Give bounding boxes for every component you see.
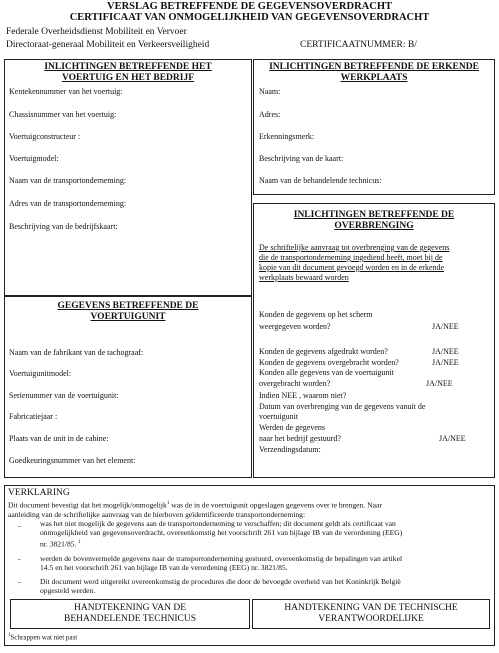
field-company-card: Beschrijving van de bedrijfskaart: (9, 222, 118, 231)
transfer-section (253, 203, 495, 295)
field-card-description: Beschrijving van de kaart: (259, 154, 344, 163)
declaration-item-line: nr. 3821/85. (40, 539, 77, 549)
vehicle-company-heading-line1: INLICHTINGEN BETREFFENDE HET (44, 62, 212, 72)
document-title: VERSLAG BETREFFENDE DE GEGEVENSOVERDRACHT (106, 1, 392, 12)
question-line: Konden de gegevens afgedrukt worden? (259, 347, 388, 356)
answer-yes-no[interactable]: JA/NEE (426, 379, 453, 388)
field-transport-company-name: Naam van de transportonderneming: (9, 176, 127, 185)
field-tachograph-manufacturer: Naam van de fabrikant van de tachograaf: (9, 348, 144, 357)
transfer-note-line: die de transportonderneming ingediend heeft, moet bij de (259, 253, 443, 262)
declaration-item-line: opgesteld werden. (40, 586, 96, 596)
declaration-item-line: onmogelijkheid van gegevensoverdracht, overeenkomstig het voorschrift 261 van bijlage IB van de verordening (EEG) (40, 528, 403, 538)
field-registration-number: Kentekennummer van het voertuig: (9, 87, 123, 96)
vehicle-unit-heading-line1: GEGEVENS BETREFFENDE DE (57, 301, 199, 311)
transfer-questions (253, 295, 495, 478)
field-technician-name: Naam van de behandelende technicus: (259, 176, 382, 185)
vehicle-unit-heading-line2: VOERTUIGUNIT (90, 312, 166, 322)
workshop-heading-line2: WERKPLAATS (340, 73, 408, 83)
field-vehicle-model: Voertuigmodel: (9, 154, 59, 163)
field-transport-company-address: Adres van de transportonderneming: (9, 199, 127, 208)
declaration-item-line: 14.5 en het voorschrift 261 van bijlage IB van de verordening (EEG) nr. 3821/85. (40, 563, 288, 573)
transfer-note-line: kopie van dit document gevoegd worden en in de erkende (259, 263, 445, 272)
question-line: Datum van overbrenging van de gegevens vanuit de (259, 402, 426, 411)
field-vehicle-manufacturer: Voertuigconstructeur : (9, 132, 81, 141)
field-vehicle-unit-serial: Serienummer van de voertuigunit: (9, 391, 119, 400)
question-line: Werden de gegevens (259, 423, 325, 432)
transfer-heading-line1: INLICHTINGEN BETREFFENDE DE (293, 210, 455, 220)
question-line: voertuigunit (259, 412, 299, 421)
vehicle-unit-section (4, 296, 252, 478)
declaration-item (40, 519, 492, 549)
footnote-marker: 1 (166, 501, 170, 506)
workshop-section (253, 59, 495, 195)
organisation-directorate: Directoraat-generaal Mobiliteit en Verkeersveiligheid (6, 40, 210, 50)
transfer-note-line: De schriftelijke aanvraag tot overbrenging van de gegevens (259, 243, 450, 252)
declaration-title: VERKLARING (8, 488, 70, 498)
technician-signature-label: BEHANDELENDE TECHNICUS (63, 614, 197, 624)
technician-signature-box[interactable] (10, 599, 250, 629)
field-manufacture-year: Fabricatiejaar : (9, 412, 58, 421)
question-line: naar het bedrijf gestuurd? (259, 434, 341, 443)
field-chassis-number: Chassisnummer van het voertuig: (9, 110, 117, 119)
declaration-section (4, 485, 495, 646)
declaration-item (40, 554, 492, 573)
responsible-signature-label: VERANTWOORDELIJKE (318, 614, 424, 624)
vehicle-company-heading-line2: VOERTUIG EN HET BEDRIJF (61, 73, 195, 83)
question-line: Konden alle gegevens van de voertuigunit (259, 368, 394, 377)
field-unit-location: Plaats van de unit in de cabine: (9, 434, 109, 443)
bullet-marker: - (18, 521, 21, 530)
bullet-marker: - (18, 554, 21, 563)
declaration-item-line: was het niet mogelijk de gegevens aan de transportonderneming te verschaffen; dit document geldt als certificaat van (40, 519, 396, 528)
declaration-intro (8, 499, 492, 519)
workshop-heading-line1: INLICHTINGEN BETREFFENDE DE ERKENDE (269, 62, 479, 72)
question-line: weergegeven worden? (259, 322, 331, 331)
footnote-marker: 1 (78, 539, 81, 545)
question-line: Konden de gegevens overgebracht worden? (259, 358, 399, 367)
technician-signature-label: HANDTEKENING VAN DE (73, 603, 187, 613)
bullet-marker: - (18, 577, 21, 586)
responsible-signature-label: HANDTEKENING VAN DE TECHNISCHE (284, 603, 458, 613)
field-workshop-address: Adres: (259, 110, 281, 119)
field-vehicle-unit-model: Voertuigunitmodel: (9, 369, 72, 378)
document-subtitle: CERTIFICAAT VAN ONMOGELIJKHEID VAN GEGEVENSOVERDRACHT (69, 12, 430, 23)
answer-yes-no[interactable]: JA/NEE (432, 347, 459, 356)
answer-yes-no[interactable]: JA/NEE (432, 322, 459, 331)
field-approval-number: Goedkeuringsnummer van het element: (9, 456, 136, 465)
declaration-item-line: Dit document werd uitgereikt overeenkomstig de procedures die door de bevoegde overheid van het Koninkrijk België (40, 577, 401, 586)
transfer-note-line: werkplaats bewaard worden (259, 273, 349, 282)
question-line: overgebracht worden? (259, 379, 331, 388)
question-line: Konden de gegevens op het scherm (259, 310, 373, 319)
declaration-item-line: werden de bovenvermelde gegevens naar de transportonderneming gestuurd, overeenkomstig de bepalingen van artikel (40, 554, 403, 563)
transfer-heading-line2: OVERBRENGING (334, 221, 414, 231)
footnote-text: Schrappen wat niet past (10, 633, 78, 642)
answer-yes-no[interactable]: JA/NEE (432, 358, 459, 367)
declaration-intro-rest: was de in de voertuigunit opgeslagen gegevens over te brengen. Naar (169, 500, 382, 510)
organisation-name: Federale Overheidsdienst Mobiliteit en Vervoer (6, 27, 187, 37)
declaration-intro-line2: aanleiding van de schriftelijke aanvraag van de hierboven geïdentificeerde transportonderneming: (8, 509, 306, 519)
footnote (8, 631, 77, 642)
field-approval-mark: Erkenningsmerk: (259, 132, 315, 141)
certificate-number: CERTIFICAATNUMMER: B/ (300, 40, 417, 50)
question-line: Indien NEE , waarom niet? (259, 391, 347, 400)
answer-yes-no[interactable]: JA/NEE (439, 434, 466, 443)
field-workshop-name: Naam: (259, 87, 281, 96)
question-line: Verzendingsdatum: (259, 445, 321, 454)
responsible-signature-box[interactable] (252, 599, 490, 629)
declaration-item (40, 577, 492, 596)
declaration-intro-text: Dit document bevestigt dat het mogelijk/onmogelijk (8, 500, 167, 510)
vehicle-company-section (4, 59, 252, 296)
footnote-marker: 1 (8, 633, 11, 638)
